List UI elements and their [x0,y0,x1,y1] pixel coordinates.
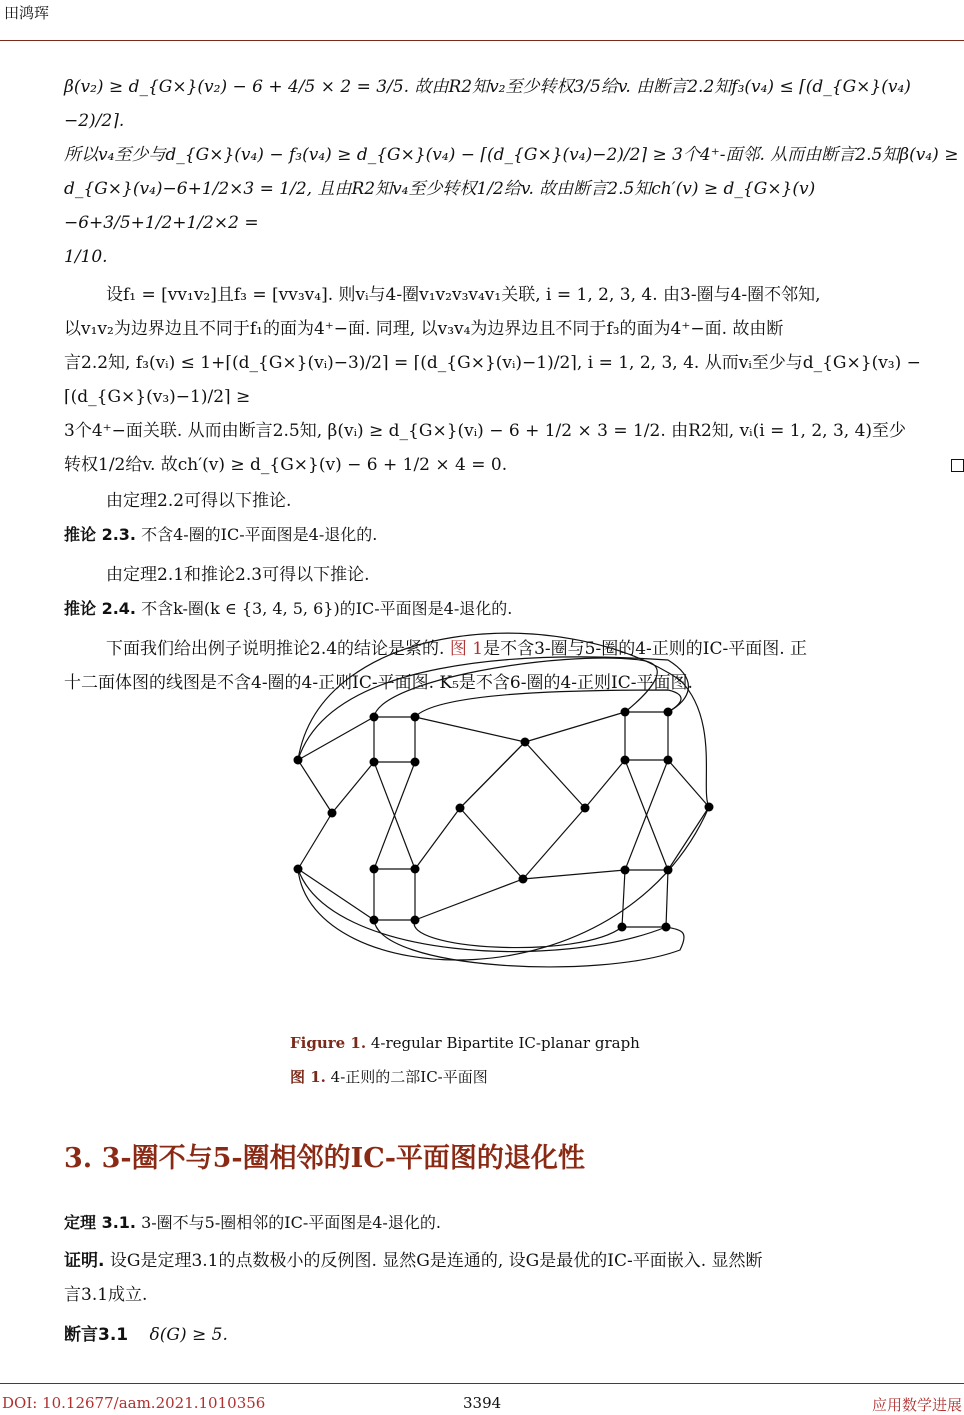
thm31-text: 3-圈不与5-圈相邻的IC-平面图是4-退化的. [141,1213,441,1232]
thm31-label: 定理 3.1. [64,1213,136,1232]
graph-edge [525,712,625,742]
figure-caption-zh [290,1066,488,1087]
graph-edge [666,870,668,927]
graph-vertex [521,738,530,747]
graph-vertex [664,708,673,717]
claim-3-1 [64,1318,964,1352]
figure-1-link[interactable]: 图 1 [449,639,484,659]
proof-text-1: 设G是定理3.1的点数极小的反例图. 显然G是连通的, 设G是最优的IC-平面嵌入. 显然断 [109,1251,763,1271]
cor24-label: 推论 2.4. [64,599,136,618]
graph-edge [414,920,622,948]
graph-edge [332,762,374,813]
cor23-label: 推论 2.3. [64,525,136,544]
graph-edge [298,813,332,869]
section-3-title: 3. 3-圈不与5-圈相邻的IC-平面图的退化性 [64,1143,585,1174]
para2-line-2: 以v₁v₂为边界边且不同于f₁的面为4⁺−面. 同理, 以v₃v₄为边界边且不同于f₃的面为4⁺−面. 故由断 [64,319,784,339]
para2-line-5-wrap [64,448,964,482]
figure-caption-en-label: Figure 1. [290,1034,367,1052]
proof-line-2: 所以v₄至少与d_{G×}(v₄) − f₃(v₄) ≥ d_{G×}(v₄) − ⌈(d_{G×}(v₄)−2)/2⌉ ≥ 3个4⁺-面邻. 从而由断言2.5知β(v₄) ≥ [64,145,959,165]
graph-vertex [621,756,630,765]
graph-edge [622,870,625,927]
graph-edge [298,807,709,960]
graph-vertex [519,875,528,884]
para2-line-5: 转权1/2给v. 故ch′(v) ≥ d_{G×}(v) − 6 + 1/2 × 4 = 0. [64,455,508,475]
main-content [64,70,964,700]
graph-vertex [328,809,337,818]
graph-edge [668,760,709,807]
graph-vertex [662,923,671,932]
para3-part1: 下面我们给出例子说明推论2.4的结论是紧的. [106,639,450,659]
graph-vertex [370,758,379,767]
claim31-text: δ(G) ≥ 5. [149,1325,228,1345]
graph-edge [415,717,525,742]
graph-edge [525,742,585,808]
graph-edge [415,690,681,717]
corollary-2-3 [64,518,964,552]
graph-vertex [411,758,420,767]
para2-line-3: 言2.2知, f₃(vᵢ) ≤ 1+⌈(d_{G×}(vᵢ)−3)/2⌉ = ⌈(d_{G×}(vᵢ)−1)/2⌉, i = 1, 2, 3, 4. 从而vᵢ至少与d_{G×}(v₃) − ⌈(d_{G×}(v₃)−1)/2⌉ ≥ [64,353,921,407]
graph-vertex [411,916,420,925]
figure-caption-en-text: 4-regular Bipartite IC-planar graph [370,1034,640,1052]
footer-doi[interactable]: DOI: 10.12677/aam.2021.1010356 [2,1394,266,1412]
corollary-2-4 [64,592,964,626]
qed-symbol [951,459,964,472]
graph-vertex [705,803,714,812]
intro-cor24: 由定理2.1和推论2.3可得以下推论. [106,565,370,585]
graph-edge [460,808,523,879]
graph-edge [415,808,460,869]
graph-vertex [621,866,630,875]
proof-3-1-line-1 [64,1244,964,1278]
page-footer [0,1383,964,1415]
graph-vertex [664,866,673,875]
page-header [0,0,964,41]
theorem-3-1-block [64,1206,964,1352]
graph-vertex [294,756,303,765]
graph-edge [523,808,585,879]
footer-page-number: 3394 [463,1394,502,1412]
proof-3-1-line-2: 言3.1成立. [64,1285,148,1305]
graph-vertex [664,756,673,765]
cor23-text: 不含4-圈的IC-平面图是4-退化的. [141,525,378,544]
para2-line-4: 3个4⁺−面关联. 从而由断言2.5知, β(vᵢ) ≥ d_{G×}(vᵢ) − 6 + 1/2 × 3 = 1/2. 由R2知, vᵢ(i = 1, 2, 3, 4)至少 [64,421,907,441]
claim31-label: 断言3.1 [64,1325,129,1345]
graph-edge [298,760,332,813]
para3-line-2: 十二面体图的线图是不含4-圈的4-正则IC-平面图. K₅是不含6-圈的4-正则IC-平面图. [64,673,693,693]
graph-vertex [411,713,420,722]
intro-cor23: 由定理2.2可得以下推论. [106,491,292,511]
graph-edge [585,760,625,808]
graph-vertex [370,916,379,925]
graph-edge [374,658,657,717]
graph-vertex [621,708,630,717]
para3-part2: 是不含3-圈与5-圈的4-正则的IC-平面图. 正 [483,639,808,659]
cor24-text: 不含k-圈(k ∈ {3, 4, 5, 6})的IC-平面图是4-退化的. [141,599,513,618]
graph-vertex [370,713,379,722]
graph-vertex [456,804,465,813]
graph-vertex [618,923,627,932]
proof-line-3: d_{G×}(v₄)−6+1/2×3 = 1/2, 且由R2知v₄至少转权1/2给v. 故由断言2.5知ch′(v) ≥ d_{G×}(v)−6+3/5+1/2+1/2×2 = [64,179,816,233]
figure-caption-zh-label: 图 1. [290,1068,326,1086]
proof-line-4: 1/10. [64,247,108,267]
graph-edge [668,807,709,870]
figure-caption-zh-text: 4-正则的二部IC-平面图 [330,1068,488,1086]
footer-journal[interactable]: 应用数学进展 [871,1396,962,1414]
figure-caption-en [290,1034,640,1052]
graph-vertex [370,865,379,874]
para2-line-1: 设f₁ = [vv₁v₂]且f₃ = [vv₃v₄]. 则vᵢ与4-圈v₁v₂v₃v₄v₁关联, i = 1, 2, 3, 4. 由3-圈与4-圈不邻知, [106,285,821,305]
theorem-3-1 [64,1206,964,1240]
proof-line-1: β(v₂) ≥ d_{G×}(v₂) − 6 + 4/5 × 2 = 3/5. 故由R2知v₂至少转权3/5给v. 由断言2.2知f₃(v₄) ≤ ⌈(d_{G×}(v₄)−2)/2⌉. [64,77,911,131]
header-author: 田鸿珲 [4,4,50,22]
graph-vertex [411,865,420,874]
proof-label: 证明. [64,1251,105,1271]
figure-1-graph [280,625,750,1005]
graph-edge [523,870,625,879]
graph-edge [460,742,525,808]
graph-edge [298,869,666,952]
graph-vertex [294,865,303,874]
graph-vertex [581,804,590,813]
graph-edge [415,879,523,920]
